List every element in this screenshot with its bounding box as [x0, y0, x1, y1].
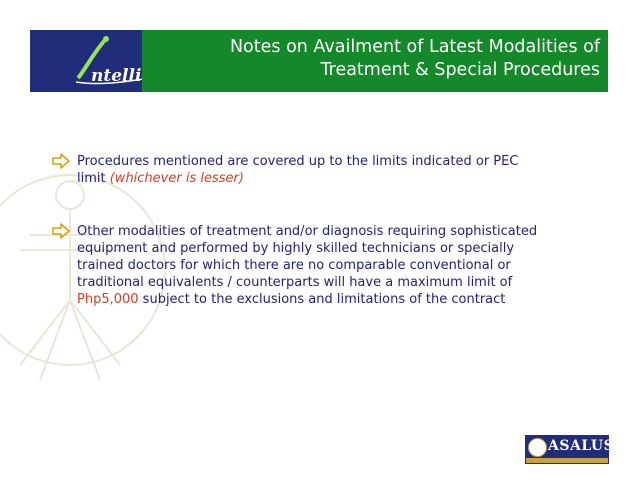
bullet-note: (whichever is lesser)	[109, 171, 244, 186]
title-line-2: Treatment & Special Procedures	[320, 60, 600, 80]
arrow-right-icon	[51, 152, 71, 170]
bullet-item	[50, 223, 550, 308]
bullet-list	[50, 153, 550, 308]
slide-title	[160, 36, 600, 82]
bullet-text: Procedures mentioned are covered up to the limits indicated or PEC limit	[77, 154, 519, 186]
arrow-right-icon	[51, 222, 71, 240]
bullet-item	[50, 153, 550, 187]
asalus-bar	[526, 458, 608, 463]
title-line-1: Notes on Availment of Latest Modalities of	[229, 37, 600, 57]
logo-wordmark: ntelli	[91, 66, 142, 86]
header	[30, 30, 608, 92]
asalus-wordmark: ASALUS	[548, 438, 615, 454]
bullet-text: Other modalities of treatment and/or diagnosis requiring sophisticated equipment and performed by highly skilled technicians or specially trained doctors for which there are no comparable conventional or traditional equivalents / counterparts will have a maximum limit of	[77, 224, 538, 290]
title-bar	[142, 30, 608, 92]
bullet-text-tail: subject to the exclusions and limitations of the contract	[138, 292, 506, 307]
asalus-emblem-icon	[528, 438, 547, 457]
limit-amount: Php5,000	[77, 292, 139, 307]
asalus-logo	[525, 435, 615, 464]
intellicare-logo	[30, 30, 142, 92]
